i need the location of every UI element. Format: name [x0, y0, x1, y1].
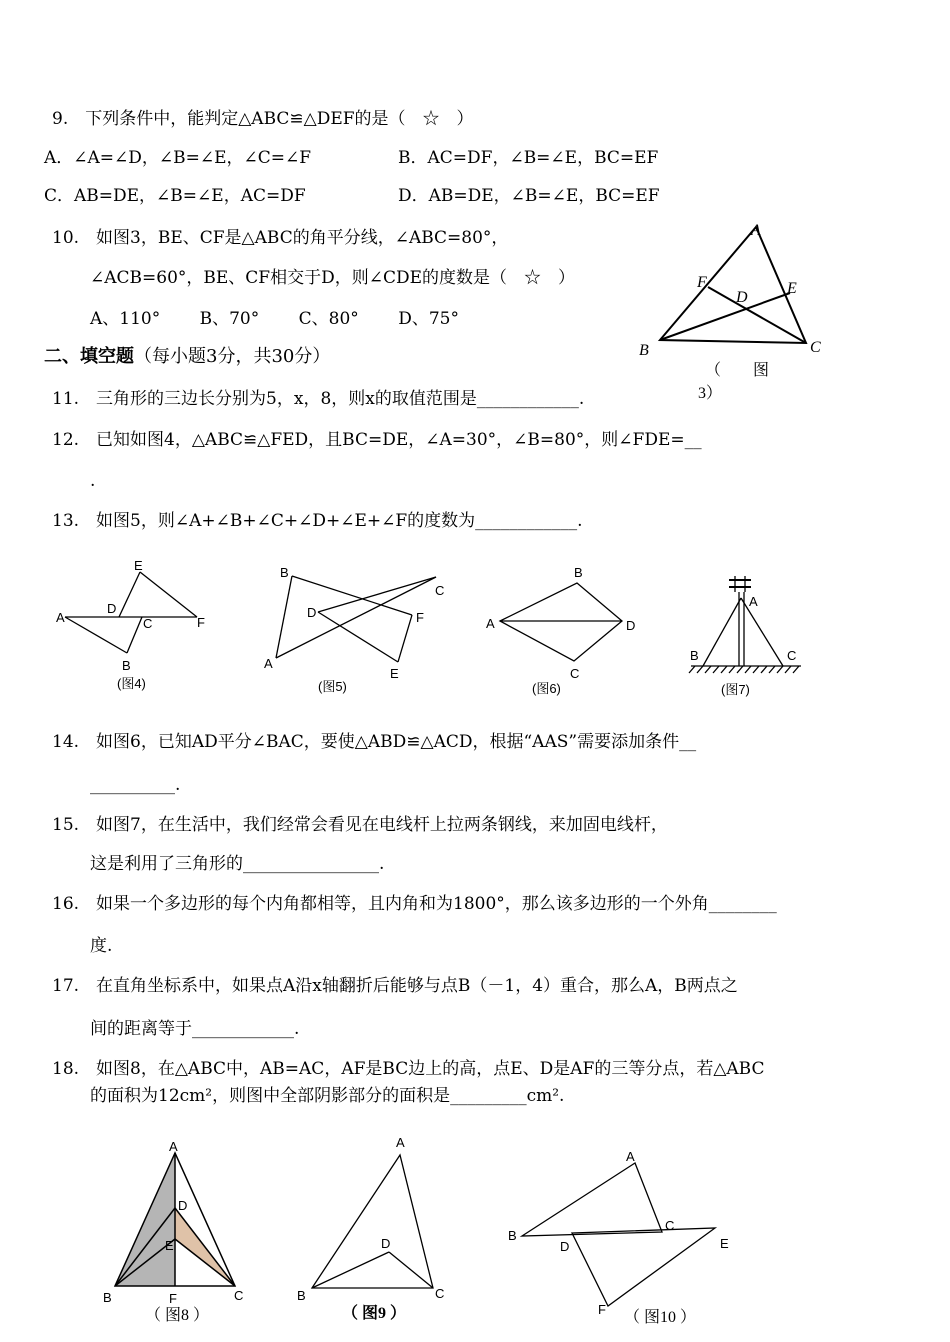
fig5-label-e: E	[390, 666, 399, 681]
fig6-caption: (图6)	[532, 681, 561, 696]
q15-line1: 15. 如图7，在生活中，我们经常会看见在电线杆上拉两条钢线，来加固电线杆，	[52, 815, 668, 835]
fig7-caption: (图7)	[721, 682, 750, 697]
fig9-label-d: D	[381, 1236, 391, 1251]
fig10-caption: （ 图10 ）	[624, 1309, 697, 1326]
figure-7	[685, 568, 815, 703]
fig10-label-d: D	[560, 1239, 570, 1254]
fig3-label-f: F	[697, 274, 707, 291]
q15-line2: 这是利用了三角形的________________.	[90, 854, 385, 874]
fig7-label-a: A	[749, 594, 758, 609]
fig4-label-d: D	[107, 601, 117, 616]
fig6-label-b: B	[574, 565, 583, 580]
fig10-label-e: E	[720, 1236, 729, 1251]
section2-note: （每小题3分，共30分）	[134, 346, 331, 367]
fig6-label-d: D	[626, 618, 636, 633]
fig6-label-a: A	[486, 616, 495, 631]
q10-options: A、110° B、70° C、80° D、75°	[90, 309, 459, 329]
fig9-label-b: B	[297, 1288, 306, 1303]
fig10-label-c: C	[665, 1218, 675, 1233]
fig3-label-a: A	[751, 222, 761, 239]
fig9-label-c: C	[435, 1286, 445, 1301]
fig3-caption-2: 3）	[698, 385, 723, 402]
fig10-label-b: B	[508, 1228, 517, 1243]
fig8-label-b: B	[103, 1290, 112, 1305]
fig7-label-b: B	[690, 648, 699, 663]
fig4-label-e: E	[134, 558, 143, 573]
q16-line2: 度.	[90, 936, 113, 956]
fig3-label-d: D	[736, 289, 748, 306]
q16-line1: 16. 如果一个多边形的每个内角都相等，且内角和为1800°，那么该多边形的一个外角________	[52, 894, 777, 914]
q11: 11. 三角形的三边长分别为5，x，8，则x的取值范围是____________.	[52, 389, 585, 409]
q9-option-c: C．AB=DE，∠B=∠E，AC=DF	[44, 186, 306, 206]
q17-line1: 17. 在直角坐标系中，如果点A沿x轴翻折后能够与点B（－1，4）重合，那么A，B两点之	[52, 976, 738, 996]
fig8-label-d: D	[178, 1198, 188, 1213]
fig7-label-c: C	[787, 648, 797, 663]
figure-10	[500, 1140, 750, 1335]
fig4-label-c: C	[143, 616, 153, 631]
fig4-label-a: A	[56, 610, 65, 625]
fig8-caption: （ 图8 ）	[145, 1307, 210, 1324]
q12-line2: .	[90, 471, 96, 491]
fig9-caption: （ 图9 ）	[342, 1305, 407, 1322]
fig3-label-e: E	[787, 280, 797, 297]
fig6-label-c: C	[570, 666, 580, 681]
fig3-label-c: C	[810, 339, 821, 356]
fig5-label-d: D	[307, 605, 317, 620]
fig3-label-b: B	[639, 342, 649, 359]
figure-6	[482, 563, 652, 703]
fig4-label-f: F	[197, 615, 205, 630]
fig5-caption: (图5)	[318, 679, 347, 694]
fig8-label-e: E	[165, 1238, 174, 1253]
fig8-label-a: A	[169, 1139, 178, 1154]
fig3-caption-1: （ 图	[705, 362, 770, 379]
section2-title: 二、填空题	[44, 346, 134, 367]
q18-line1: 18. 如图8，在△ABC中，AB=AC，AF是BC边上的高，点E、D是AF的三等分点，若△ABC	[52, 1059, 765, 1079]
q9-option-d: D．AB=DE，∠B=∠E，BC=EF	[398, 186, 660, 206]
q9-option-b: B．AC=DF，∠B=∠E，BC=EF	[398, 148, 659, 168]
fig5-label-f: F	[416, 610, 424, 625]
fig10-label-f: F	[598, 1302, 606, 1317]
q17-line2: 间的距离等于____________.	[90, 1019, 300, 1039]
fig9-label-a: A	[396, 1135, 405, 1150]
q18-line2: 的面积为12cm²，则图中全部阴影部分的面积是_________cm².	[90, 1086, 565, 1106]
q14-line1: 14. 如图6，已知AD平分∠BAC，要使△ABD≌△ACD，根据“AAS”需要添加条件__	[52, 732, 697, 752]
q13: 13. 如图5，则∠A+∠B+∠C+∠D+∠E+∠F的度数为____________.	[52, 511, 583, 531]
figure-8	[95, 1135, 265, 1335]
fig5-label-c: C	[435, 583, 445, 598]
q9-stem: 9. 下列条件中，能判定△ABC≌△DEF的是（ ☆ ）	[52, 109, 474, 129]
fig8-label-f: F	[169, 1291, 177, 1306]
figure-9	[290, 1130, 460, 1335]
fig5-label-a: A	[264, 656, 273, 671]
q10-line1: 10. 如图3，BE、CF是△ABC的角平分线，∠ABC=80°，	[52, 228, 509, 248]
fig5-label-b: B	[280, 565, 289, 580]
figure-3	[630, 215, 830, 405]
section2-heading	[44, 346, 330, 368]
q12-line1: 12. 已知如图4，△ABC≌△FED，且BC=DE，∠A=30°，∠B=80°，则∠FDE=__	[52, 430, 702, 450]
fig10-label-a: A	[626, 1149, 635, 1164]
q14-line2: __________.	[90, 775, 181, 795]
fig4-label-b: B	[122, 658, 131, 673]
fig8-label-c: C	[234, 1288, 244, 1303]
q9-option-a: A．∠A=∠D，∠B=∠E，∠C=∠F	[44, 148, 312, 168]
fig4-caption: (图4)	[117, 676, 146, 691]
q10-line2: ∠ACB=60°，BE、CF相交于D，则∠CDE的度数是（ ☆ ）	[90, 268, 576, 288]
figure-5	[260, 560, 460, 700]
figure-4	[52, 555, 222, 695]
